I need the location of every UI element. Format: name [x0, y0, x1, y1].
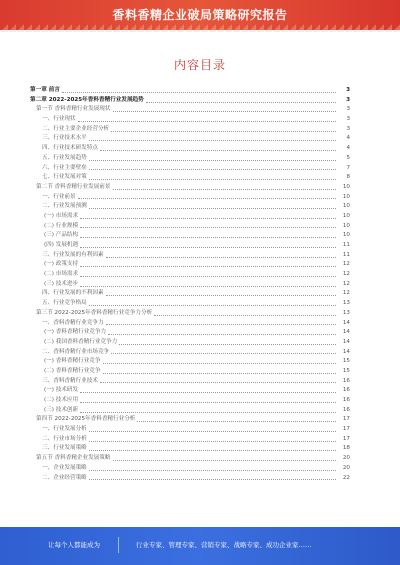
toc-entry[interactable]	[30, 251, 350, 261]
toc-entry[interactable]	[30, 231, 350, 241]
toc-leader-dots	[78, 198, 336, 199]
toc-leader-dots	[80, 227, 336, 228]
toc-entry-page: 13	[342, 309, 350, 316]
toc-entry-page: 15	[342, 367, 350, 374]
toc-leader-dots	[111, 353, 336, 354]
toc-entry-label: (一) 市场需求	[44, 212, 79, 219]
toc-entry-label: 第五节 香料香精企业发展策略	[36, 455, 111, 462]
toc-entry[interactable]	[30, 115, 350, 125]
toc-entry[interactable]	[30, 86, 350, 96]
toc-entry-label: 三、行业发展的有利因素	[42, 251, 104, 258]
toc-leader-dots	[78, 121, 336, 122]
toc-entry-label: (一) 香料香精行业竞争	[44, 358, 101, 365]
toc-entry-label: 一、香料香精行业竞争力	[42, 319, 104, 326]
toc-entry-label: 二、香料香精行业市场竞争	[42, 348, 110, 355]
toc-entry-page: 16	[342, 406, 350, 413]
toc-leader-dots	[89, 479, 336, 480]
toc-entry-label: (二) 行业规模	[44, 222, 79, 229]
toc-entry-label: (三) 技术进步	[44, 280, 79, 287]
toc-leader-dots	[89, 208, 336, 209]
toc-leader-dots	[154, 315, 336, 316]
toc-entry[interactable]	[30, 454, 350, 464]
toc-entry[interactable]	[30, 212, 350, 222]
toc-entry-page: 3	[346, 106, 350, 113]
toc-entry-page: 4	[346, 145, 350, 152]
toc-leader-dots	[106, 257, 336, 258]
toc-entry-label: 四、行业技术研发特点	[42, 145, 98, 152]
toc-entry-page: 8	[346, 174, 350, 181]
toc-entry-page: 10	[342, 203, 350, 210]
toc-leader-dots	[62, 92, 336, 93]
toc-leader-dots	[89, 450, 336, 451]
toc-entry-label: (二) 我国香料香精行业竞争力	[44, 338, 118, 345]
toc-entry[interactable]	[30, 386, 350, 396]
toc-entry-label: 第一章 前言	[30, 87, 60, 93]
toc-leader-dots	[80, 276, 336, 277]
toc-leader-dots	[80, 237, 336, 238]
toc-entry[interactable]	[30, 474, 350, 484]
toc-entry-label: 三、行业技术水平	[42, 135, 87, 142]
toc-leader-dots	[80, 402, 336, 403]
toc-leader-dots	[106, 295, 336, 296]
toc-entry-label: (一) 技术研发	[44, 387, 79, 394]
toc-entry-label: 六、行业主要壁垒	[42, 164, 87, 171]
toc-entry[interactable]	[30, 377, 350, 387]
toc-entry-page: 3	[346, 96, 350, 103]
header-banner	[0, 0, 400, 30]
toc-entry[interactable]	[30, 105, 350, 115]
footer-banner	[0, 527, 400, 565]
toc-entry[interactable]	[30, 173, 350, 183]
toc-entry-label: 第一节 香料香精行业发展现状	[36, 106, 111, 113]
toc-entry[interactable]	[30, 193, 350, 203]
toc-entry[interactable]	[30, 415, 350, 425]
toc-leader-dots	[89, 305, 336, 306]
footer-slogan-right: 行业专家、管理专家、营销专家、战略专家、成功企业家……	[136, 541, 312, 549]
toc-leader-dots	[103, 373, 337, 374]
toc-entry-label: (二) 香料香精行业竞争	[44, 367, 101, 374]
toc-entry-page: 10	[342, 222, 350, 229]
toc-entry[interactable]	[30, 183, 350, 193]
banner-pattern	[0, 24, 400, 32]
toc-entry[interactable]	[30, 280, 350, 290]
toc-entry-page: 17	[342, 416, 350, 423]
toc-entry[interactable]	[30, 348, 350, 358]
toc-entry-page: 12	[342, 280, 350, 287]
toc-leader-dots	[113, 111, 337, 112]
toc-entry-label: 二、行业主要企业经营分析	[42, 125, 110, 132]
toc-entry[interactable]	[30, 260, 350, 270]
toc-entry-label: 四、行业发展的不利因素	[42, 290, 104, 297]
toc-entry[interactable]	[30, 154, 350, 164]
toc-entry[interactable]	[30, 309, 350, 319]
toc-entry-label: 七、行业发展对策	[42, 174, 87, 181]
toc-entry-label: 二、行业市场分析	[42, 435, 87, 442]
toc-entry-label: (一) 香料香精行业竞争力	[44, 329, 107, 336]
toc-entry-page: 14	[342, 338, 350, 345]
toc-leader-dots	[103, 363, 337, 364]
toc-leader-dots	[80, 247, 336, 248]
toc-entry-page: 11	[342, 242, 350, 248]
toc-entry-label: (一) 政策支持	[44, 261, 79, 268]
toc-leader-dots	[89, 431, 336, 432]
toc-entry-page: 14	[342, 348, 350, 355]
toc-leader-dots	[80, 392, 336, 393]
toc-leader-dots	[89, 169, 336, 170]
toc-entry-page: 3	[346, 116, 350, 123]
toc-entry-label: 第四节 2022-2025年香料香精行业分析	[36, 416, 136, 423]
footer-slogan-left: 让每个人都能成为	[48, 541, 100, 549]
toc-entry-page: 10	[342, 193, 350, 200]
toc-entry-page: 13	[342, 300, 350, 307]
toc-entry-page: 16	[342, 397, 350, 403]
toc-entry[interactable]	[30, 202, 350, 212]
toc-entry-page: 12	[342, 290, 350, 297]
toc-entry-label: 第二节 香料香精行业发展前景	[36, 183, 111, 190]
toc-leader-dots	[89, 441, 336, 442]
toc-entry-page: 12	[342, 271, 350, 278]
toc-entry[interactable]	[30, 396, 350, 406]
toc-entry-page: 4	[346, 135, 350, 142]
toc-entry-page: 10	[342, 232, 350, 239]
toc-entry-label: (三) 产品结构	[44, 232, 79, 239]
toc-entry-label: 二、企业经营策略	[42, 474, 87, 481]
toc-entry-page: 5	[346, 154, 350, 161]
footer-divider	[118, 537, 119, 553]
toc-entry-page: 3	[346, 87, 350, 93]
toc-entry[interactable]	[30, 222, 350, 232]
toc-entry-label: 五、行业发展趋势	[42, 154, 87, 161]
toc-entry[interactable]	[30, 125, 350, 135]
toc-entry-label: (二) 技术应用	[44, 397, 79, 403]
toc-leader-dots	[89, 179, 336, 180]
toc-entry-label: 三、香料香精行业技术	[42, 377, 98, 384]
toc-entry-page: 16	[342, 387, 350, 394]
toc-entry-page: 14	[342, 319, 350, 326]
toc-entry[interactable]	[30, 464, 350, 474]
toc-entry-page: 14	[342, 329, 350, 336]
toc-leader-dots	[111, 131, 336, 132]
toc-entry[interactable]	[30, 144, 350, 154]
toc-entry-label: (二) 市场需求	[44, 271, 79, 278]
toc-entry-label: (四) 发展机遇	[44, 242, 79, 248]
toc-entry-page: 12	[342, 261, 350, 268]
toc-entry[interactable]	[30, 338, 350, 348]
toc-entry-label: (三) 技术创新	[44, 406, 79, 413]
toc-entry[interactable]	[30, 367, 350, 377]
toc-entry[interactable]	[30, 299, 350, 309]
toc-entry[interactable]	[30, 435, 350, 445]
toc-entry-page: 22	[342, 474, 350, 481]
toc-leader-dots	[89, 470, 336, 471]
toc-entry-label: 二、行业发展预测	[42, 203, 87, 210]
toc-entry[interactable]	[30, 425, 350, 435]
toc-leader-dots	[80, 412, 336, 413]
toc-entry-label: 一、企业发展策略	[42, 464, 87, 471]
toc-entry-label: 一、行业现状	[42, 116, 76, 123]
toc-entry[interactable]	[30, 328, 350, 338]
toc-leader-dots	[89, 160, 336, 161]
toc-leader-dots	[119, 344, 336, 345]
toc-entry[interactable]	[30, 134, 350, 144]
toc-leader-dots	[106, 324, 336, 325]
toc-leader-dots	[80, 286, 336, 287]
toc-leader-dots	[100, 382, 336, 383]
toc-entry-page: 17	[342, 426, 350, 433]
toc-entry[interactable]	[30, 270, 350, 280]
toc-entry-page: 10	[342, 212, 350, 219]
toc-entry-label: 五、行业竞争格局	[42, 300, 87, 307]
toc-entry-page: 7	[346, 164, 350, 171]
toc-leader-dots	[146, 102, 336, 103]
toc-entry-label: 第三节 2022-2025年香料香精行业竞争力分析	[36, 309, 153, 316]
toc-leader-dots	[113, 460, 337, 461]
table-of-contents	[30, 86, 350, 483]
toc-entry-label: 三、行业发展策略	[42, 445, 87, 452]
toc-leader-dots	[137, 421, 336, 422]
toc-entry-label: 第二章 2022-2025年香料香精行业发展趋势	[30, 96, 144, 103]
toc-entry-page: 15	[342, 358, 350, 365]
toc-leader-dots	[113, 189, 337, 190]
toc-entry[interactable]	[30, 164, 350, 174]
toc-entry-page: 20	[342, 464, 350, 471]
toc-leader-dots	[89, 140, 336, 141]
toc-entry-page: 17	[342, 435, 350, 442]
toc-entry-label: 一、行业发展分析	[42, 426, 87, 433]
toc-leader-dots	[80, 218, 336, 219]
toc-entry-page: 11	[342, 251, 350, 258]
toc-entry-label: 一、行业前景	[42, 193, 76, 200]
toc-entry[interactable]	[30, 406, 350, 416]
toc-entry-page: 16	[342, 377, 350, 384]
toc-entry-page: 18	[342, 445, 350, 452]
toc-entry[interactable]	[30, 357, 350, 367]
toc-entry[interactable]	[30, 241, 350, 251]
toc-leader-dots	[108, 334, 336, 335]
toc-leader-dots	[100, 150, 336, 151]
toc-entry[interactable]	[30, 96, 350, 106]
toc-heading: 内容目录	[173, 58, 226, 72]
toc-entry[interactable]	[30, 289, 350, 299]
toc-entry-page: 20	[342, 455, 350, 462]
report-title: 香料香精企业破局策略研究报告	[112, 8, 288, 22]
toc-entry[interactable]	[30, 444, 350, 454]
toc-entry-page: 10	[342, 183, 350, 190]
toc-leader-dots	[80, 266, 336, 267]
toc-entry[interactable]	[30, 319, 350, 329]
toc-entry-page: 3	[346, 125, 350, 132]
